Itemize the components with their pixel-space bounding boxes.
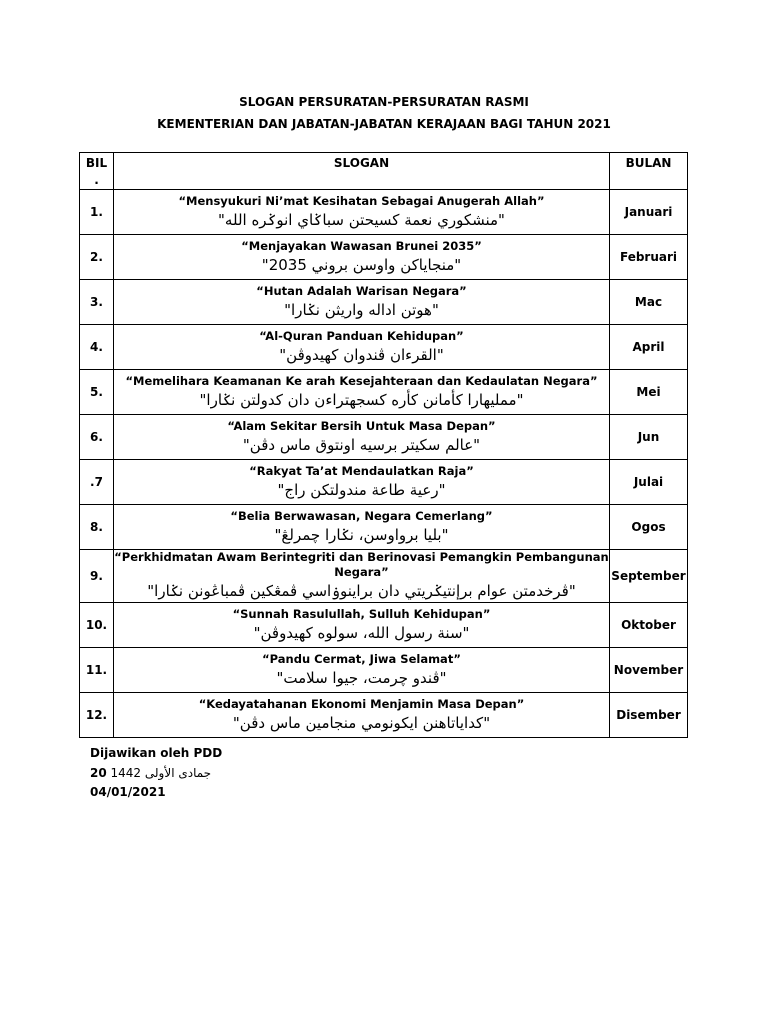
table-row	[80, 505, 688, 550]
slogan-rumi: “Mensyukuri Ni’mat Kesihatan Sebagai Anugerah Allah”	[178, 193, 545, 208]
row-month: Jun	[610, 415, 688, 460]
slogan-table	[79, 152, 688, 738]
table-row	[80, 280, 688, 325]
slogan-jawi: "بليا برواوسن، نݢارا چمرلڠ"	[274, 525, 449, 544]
slogan-cell	[114, 550, 610, 603]
slogan-jawi: "سنة رسول الله، سولوه کهيدوڤن"	[253, 623, 470, 642]
slogan-rumi: “Sunnah Rasulullah, Sulluh Kehidupan”	[232, 606, 491, 621]
slogan-jawi: "منجاياکن واوسن بروني 2035"	[261, 255, 462, 274]
column-header-slogan: SLOGAN	[114, 153, 610, 190]
table-row	[80, 325, 688, 370]
footer-hijri-date	[90, 766, 211, 780]
row-number: 12.	[80, 693, 114, 738]
row-number: 11.	[80, 648, 114, 693]
slogan-jawi: "عالم سکيتر برسيه اونتوق ماس دڤن"	[242, 435, 481, 454]
row-number: 4.	[80, 325, 114, 370]
table-row	[80, 190, 688, 235]
row-number: 5.	[80, 370, 114, 415]
row-month: Januari	[610, 190, 688, 235]
column-header-bulan: BULAN	[610, 153, 688, 190]
slogan-rumi: “Memelihara Keamanan Ke arah Kesejahteraan dan Kedaulatan Negara”	[125, 373, 598, 388]
slogan-cell	[114, 648, 610, 693]
slogan-jawi: "رعية طاعة مندولتکن راج"	[277, 480, 446, 499]
row-month: Ogos	[610, 505, 688, 550]
row-month: Mac	[610, 280, 688, 325]
slogan-rumi: “Menjayakan Wawasan Brunei 2035”	[241, 238, 482, 253]
slogan-rumi: “Hutan Adalah Warisan Negara”	[256, 283, 467, 298]
column-header-bil-text: BIL .	[85, 156, 108, 187]
slogan-jawi: "ڤرخدمتن عوام برإنتيݢريتي دان براينوۏاسي ڤمڠکين ڤمباڠونن نݢارا"	[147, 582, 576, 600]
footer-hijri-month-year: جمادى الأولى 1442	[110, 766, 212, 780]
row-month: Disember	[610, 693, 688, 738]
slogan-jawi: "القرءان ڤندوان کهيدوڤن"	[279, 345, 444, 364]
table-row	[80, 603, 688, 648]
slogan-jawi: "منشکوري نعمة کسيحتن سباݢاي انوݢره الله"	[218, 210, 505, 229]
slogan-cell	[114, 603, 610, 648]
table-row	[80, 460, 688, 505]
row-number: 8.	[80, 505, 114, 550]
row-number: .7	[80, 460, 114, 505]
document-title-line-1: SLOGAN PERSURATAN-PERSURATAN RASMI	[239, 95, 529, 109]
slogan-jawi: "کداياتاهنن ايکونومي منجامين ماس دڤن"	[232, 713, 491, 732]
slogan-cell	[114, 505, 610, 550]
row-month: September	[610, 550, 688, 603]
document-title-line-2: KEMENTERIAN DAN JABATAN-JABATAN KERAJAAN BAGI TAHUN 2021	[157, 117, 611, 131]
slogan-cell	[114, 415, 610, 460]
row-month: Oktober	[610, 603, 688, 648]
slogan-cell	[114, 190, 610, 235]
slogan-rumi: “Belia Berwawasan, Negara Cemerlang”	[230, 508, 493, 523]
table-row	[80, 648, 688, 693]
row-month: November	[610, 648, 688, 693]
footer-credit: Dijawikan oleh PDD	[90, 746, 223, 760]
slogan-cell	[114, 280, 610, 325]
row-month: Julai	[610, 460, 688, 505]
slogan-cell	[114, 325, 610, 370]
slogan-jawi: "ممليهارا کأمانن کأره کسجهتراءن دان کدولتن نݢارا"	[199, 390, 524, 409]
table-header-row	[80, 153, 688, 190]
row-number: 6.	[80, 415, 114, 460]
row-number: 3.	[80, 280, 114, 325]
table-row	[80, 693, 688, 738]
slogan-rumi: “Alam Sekitar Bersih Untuk Masa Depan”	[227, 418, 496, 433]
slogan-cell	[114, 693, 610, 738]
row-number: 9.	[80, 550, 114, 603]
row-month: April	[610, 325, 688, 370]
slogan-rumi: “Perkhidmatan Awam Berintegriti dan Berinovasi Pemangkin Pembangunan Negara”	[114, 550, 609, 579]
row-month: Februari	[610, 235, 688, 280]
row-number: 2.	[80, 235, 114, 280]
table-row	[80, 235, 688, 280]
slogan-cell	[114, 235, 610, 280]
slogan-jawi: "ڤندو چرمت، جيوا سلامت"	[276, 668, 447, 687]
footer-hijri-day: 20	[90, 766, 107, 780]
slogan-rumi: “Rakyat Ta’at Mendaulatkan Raja”	[249, 463, 474, 478]
row-number: 1.	[80, 190, 114, 235]
column-header-bil	[80, 153, 114, 190]
slogan-rumi: “Kedayatahanan Ekonomi Menjamin Masa Depan”	[198, 696, 525, 711]
slogan-rumi: “Al-Quran Panduan Kehidupan”	[259, 328, 464, 343]
slogan-cell	[114, 460, 610, 505]
table-row	[80, 550, 688, 603]
table-row	[80, 415, 688, 460]
row-month: Mei	[610, 370, 688, 415]
footer-gregorian-date: 04/01/2021	[90, 785, 166, 799]
slogan-jawi: "هوتن اداله واريثن نݢارا"	[284, 300, 439, 319]
table-row	[80, 370, 688, 415]
slogan-rumi: “Pandu Cermat, Jiwa Selamat”	[262, 651, 461, 666]
slogan-cell	[114, 370, 610, 415]
row-number: 10.	[80, 603, 114, 648]
